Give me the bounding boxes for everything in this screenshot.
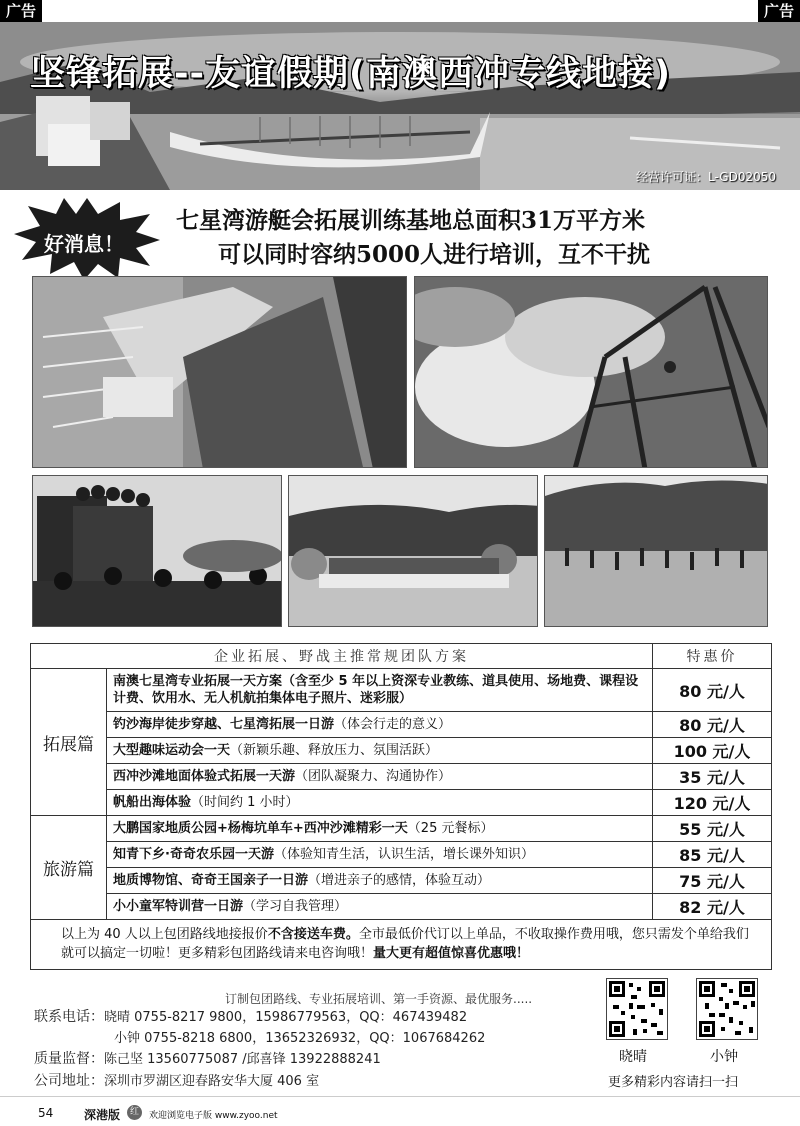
item-title: 小小童军特训营一日游: [113, 899, 244, 914]
table-row: [31, 868, 772, 894]
category-expansion: 拓展篇: [31, 669, 107, 816]
note-text: 以上为 40 人以上包团路线地接报价: [61, 927, 268, 942]
item-title: 知青下乡·奇奇农乐园一天游: [113, 847, 274, 862]
page-number: 54: [38, 1106, 54, 1120]
qr-code-xiaozhong[interactable]: [696, 978, 758, 1040]
table-note-row: [31, 920, 772, 970]
page-footer: [0, 1096, 800, 1126]
item-price: 100 元/人: [653, 738, 772, 764]
item-desc: （时间约 1 小时）: [191, 795, 299, 810]
item-title: 西冲沙滩地面体验式拓展一天游: [113, 769, 296, 784]
supervisor-value: 陈己坚 13560775087 /邱喜锋 13922888241: [104, 1052, 381, 1067]
qr-code-xiaoqing[interactable]: [606, 978, 668, 1040]
item-cell: [107, 669, 653, 712]
item-cell: [107, 842, 653, 868]
item-price: 80 元/人: [653, 669, 772, 712]
photo-group-banner: [288, 475, 538, 627]
qr-label-xiaoqing: 晓晴: [619, 1049, 647, 1065]
table-note: [31, 920, 772, 970]
ad-tag-left: 广告: [0, 0, 42, 22]
edition-badge: 红: [127, 1105, 142, 1120]
table-row: [31, 764, 772, 790]
table-row: [31, 894, 772, 920]
photo-aerial-base: [32, 276, 407, 468]
table-row: [31, 738, 772, 764]
headline-capacity: 可以同时容纳5000人进行培训，互不干扰: [218, 241, 651, 268]
item-cell: [107, 738, 653, 764]
price-header: 特惠价: [653, 644, 772, 669]
item-desc: （体验知青生活，认识生活，增长课外知识）: [273, 847, 534, 862]
services-tagline: 订制包团路线、专业拓展培训、第一手资源、最优服务.....: [225, 992, 533, 1006]
photo-team-wall: [32, 475, 282, 627]
item-cell: [107, 868, 653, 894]
scan-prompt: 更多精彩内容请扫一扫: [608, 1075, 739, 1090]
table-row: [31, 669, 772, 712]
contact-phone-1: [34, 1006, 467, 1026]
item-price: 82 元/人: [653, 894, 772, 920]
item-desc: （新颖乐趣、释放压力、氛围活跃）: [230, 743, 439, 758]
table-row: [31, 712, 772, 738]
item-desc: （25 元餐标）: [407, 821, 494, 836]
address-value: 深圳市罗湖区迎春路安华大厦 406 室: [104, 1074, 320, 1089]
item-desc: （团队凝聚力、沟通协作）: [295, 769, 452, 784]
item-price: 120 元/人: [653, 790, 772, 816]
table-header: 企业拓展、野战主推常规团队方案: [31, 644, 653, 669]
headline-area: 七星湾游艇会拓展训练基地总面积31万平方米: [176, 207, 646, 234]
item-desc: （学习自我管理）: [243, 899, 348, 914]
item-title: 钓沙海岸徒步穿越、七星湾拓展一日游: [113, 717, 335, 732]
price-table: [30, 643, 772, 970]
item-price: 55 元/人: [653, 816, 772, 842]
qr-code-icon: [697, 979, 757, 1039]
item-title: 地质博物馆、奇奇王国亲子一日游: [113, 873, 309, 888]
banner-title: 坚锋拓展--友谊假期(南澳西冲专线地接): [30, 54, 672, 94]
item-price: 35 元/人: [653, 764, 772, 790]
address-label: 公司地址：: [34, 1073, 104, 1089]
item-desc: （增进亲子的感情，体验互动）: [308, 873, 491, 888]
table-row: [31, 816, 772, 842]
item-cell: [107, 712, 653, 738]
phone-line-1: 晓晴 0755-8217 9800，15986779563，QQ：467439482: [104, 1010, 468, 1025]
note-text: 全市最低价代订以上单品，不收取操作费用哦，您只需发个单给我们就可以搞定一切啦！更多精彩包团路线请来电咨询哦！: [61, 927, 749, 961]
table-header-row: [31, 644, 772, 669]
photo-field-activity: [544, 475, 768, 627]
license-number: 经营许可证：L-GD02050: [636, 170, 776, 184]
qr-code-icon: [607, 979, 667, 1039]
contact-phone-2: 小钟 0755-8218 6800，13652326932，QQ：1067684262: [114, 1031, 486, 1046]
item-price: 80 元/人: [653, 712, 772, 738]
photo-high-ropes: [414, 276, 768, 468]
item-title: 帆船出海体验: [113, 795, 192, 810]
item-cell: [107, 790, 653, 816]
item-cell: [107, 894, 653, 920]
supervisor-label: 质量监督：: [34, 1051, 104, 1067]
item-title: 南澳七星湾专业拓展一天方案（含至少 5 年以上资深专业教练、道具使用、场地费、课程设计费、饮用水、无人机航拍集体电子照片、迷彩服）: [113, 674, 639, 706]
item-price: 85 元/人: [653, 842, 772, 868]
contact-address: [34, 1070, 319, 1090]
note-bold-no-transport: 不含接送车费。: [267, 927, 359, 942]
item-title: 大型趣味运动会一天: [113, 743, 231, 758]
note-bold-discount: 量大更有超值惊喜优惠哦！: [373, 946, 530, 961]
qr-label-xiaozhong: 小钟: [710, 1049, 738, 1065]
table-row: [31, 842, 772, 868]
contact-supervisor: [34, 1048, 381, 1068]
item-title: 大鹏国家地质公园+杨梅坑单车+西冲沙滩精彩一天: [113, 821, 408, 836]
item-price: 75 元/人: [653, 868, 772, 894]
item-cell: [107, 764, 653, 790]
good-news-badge: 好消息！: [44, 232, 124, 256]
item-desc: （体会行走的意义）: [334, 717, 452, 732]
ad-tag-right: 广告: [758, 0, 800, 22]
item-cell: [107, 816, 653, 842]
table-row: [31, 790, 772, 816]
edition-label: 深港版: [84, 1108, 121, 1122]
footer-website[interactable]: 欢迎浏览电子版 www.zyoo.net: [149, 1111, 278, 1121]
category-tourism: 旅游篇: [31, 816, 107, 920]
banner: [0, 22, 800, 190]
phone-label: 联系电话：: [34, 1009, 104, 1025]
